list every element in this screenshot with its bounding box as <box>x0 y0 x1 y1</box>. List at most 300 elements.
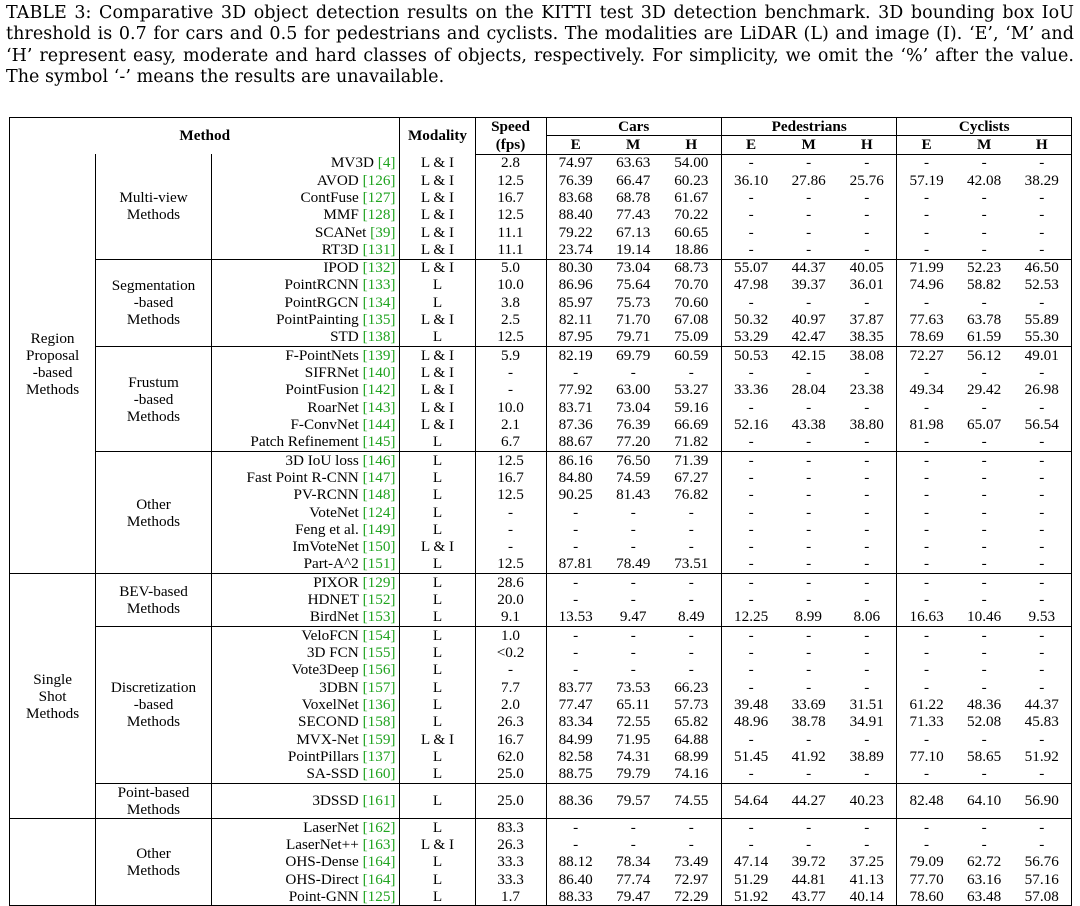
cyc-value-cell: 55.89 <box>1013 311 1072 328</box>
method-ref: [139] <box>362 346 396 364</box>
modality-cell: L & I <box>400 731 475 748</box>
cyc-value-cell: - <box>1013 504 1072 521</box>
cars-value-cell: 70.22 <box>662 207 722 224</box>
group-label-line: Frustum <box>128 373 179 391</box>
ped-value-cell: - <box>837 818 897 836</box>
method-cell <box>211 329 400 347</box>
method-name: VeloFCN <box>301 626 359 644</box>
cyc-value-cell: - <box>924 469 930 486</box>
method-ref: [156] <box>362 661 396 679</box>
method-name: PointFusion <box>285 381 359 399</box>
method-name: PointPainting <box>276 311 359 329</box>
ped-value-cell: 51.45 <box>734 748 769 765</box>
modality-cell: L <box>400 662 475 679</box>
ped-value-cell: - <box>748 154 754 172</box>
cars-value-cell: 74.97 <box>558 154 593 172</box>
ped-e-header: E <box>721 136 780 154</box>
cars-value-cell: 71.39 <box>662 451 722 469</box>
cars-value-cell: 77.47 <box>558 696 593 713</box>
cars-value-cell: 73.04 <box>616 399 651 416</box>
speed-cell: 83.3 <box>475 818 546 836</box>
cyc-value-cell: 26.98 <box>1013 382 1072 399</box>
cyc-value-cell: - <box>1013 241 1072 259</box>
method-cell <box>211 311 400 328</box>
method-name: RT3D <box>321 241 359 258</box>
ped-value-cell: 34.91 <box>837 714 897 731</box>
ped-value-cell: - <box>748 486 754 504</box>
ped-value-cell: 38.80 <box>837 416 897 433</box>
ped-value-cell: 41.13 <box>837 871 897 888</box>
group-label-line: Methods <box>126 407 181 425</box>
cars-value-cell: 73.51 <box>662 556 722 574</box>
cars-value-cell: 77.20 <box>605 434 662 452</box>
group-label-line: -based <box>133 390 174 408</box>
speed-header: Speed <box>475 118 546 136</box>
cyc-value-cell: 56.12 <box>967 346 1002 364</box>
ped-value-cell: - <box>721 434 780 452</box>
cyc-value-cell: - <box>924 521 930 538</box>
ped-value-cell: - <box>806 573 812 591</box>
modality-cell: L & I <box>400 382 475 399</box>
method-cell <box>211 748 400 765</box>
method-cell <box>211 871 400 888</box>
cyc-value-cell: - <box>1013 434 1072 452</box>
cars-value-cell: - <box>630 626 636 644</box>
cyc-value-cell: - <box>1013 294 1072 311</box>
group-label-line: Segmentation <box>111 277 196 295</box>
group-cell <box>96 154 212 259</box>
ped-value-cell: 40.05 <box>837 259 897 277</box>
method-ref: [137] <box>362 748 396 765</box>
method-name: SIFRNet <box>304 364 359 382</box>
cyc-value-cell: 46.50 <box>1013 259 1072 277</box>
ped-value-cell: - <box>806 626 812 644</box>
method-ref: [146] <box>362 451 396 469</box>
cars-value-cell: 53.27 <box>662 382 722 399</box>
cyc-value-cell: 63.16 <box>967 870 1002 888</box>
method-cell <box>211 591 400 608</box>
speed-cell: 12.5 <box>475 329 546 347</box>
cyc-value-cell: - <box>981 364 987 382</box>
cars-value-cell: 74.59 <box>616 469 651 486</box>
cyc-value-cell: 38.29 <box>1013 172 1072 189</box>
speed-cell: 62.0 <box>475 748 546 765</box>
ped-value-cell: - <box>837 574 897 592</box>
method-name: PointRCNN <box>284 276 359 294</box>
cyc-value-cell: 42.08 <box>967 171 1002 189</box>
cyc-value-cell: - <box>924 154 930 172</box>
ped-value-cell: - <box>837 294 897 311</box>
method-ref: [138] <box>362 328 396 346</box>
table-body <box>10 154 1072 906</box>
cars-value-cell: 60.23 <box>662 172 722 189</box>
ped-value-cell: 43.38 <box>791 416 826 433</box>
cyc-value-cell: - <box>956 241 1013 259</box>
modality-cell: L <box>400 487 475 504</box>
category-label-line: -based <box>32 363 73 381</box>
cars-value-cell: 87.36 <box>558 416 593 433</box>
cars-value-cell: 70.60 <box>662 294 722 311</box>
ped-value-cell: - <box>837 644 897 661</box>
cars-value-cell: 88.40 <box>558 206 593 224</box>
method-cell <box>211 469 400 486</box>
cars-value-cell: - <box>662 521 722 538</box>
ped-value-cell: - <box>837 836 897 853</box>
cyc-value-cell: - <box>981 521 987 538</box>
cars-value-cell: 70.70 <box>662 277 722 294</box>
category-label-line: Shot <box>38 687 67 705</box>
method-cell <box>211 189 400 206</box>
ped-value-cell: - <box>806 189 812 206</box>
cars-value-cell: 84.80 <box>558 469 593 486</box>
ped-value-cell: - <box>748 521 754 538</box>
cars-value-cell: 86.16 <box>558 451 593 469</box>
ped-value-cell: - <box>837 521 897 538</box>
cyc-value-cell: 56.54 <box>1013 416 1072 433</box>
speed-cell: 2.0 <box>475 696 546 713</box>
cars-value-cell: 76.39 <box>616 416 651 433</box>
cars-value-cell: 60.65 <box>662 224 722 241</box>
cyc-m-header: M <box>956 136 1013 154</box>
cyc-value-cell: - <box>981 573 987 591</box>
method-ref: [155] <box>362 644 396 662</box>
modality-cell: L & I <box>400 539 475 556</box>
cyc-value-cell: - <box>981 486 987 504</box>
group-cell <box>96 783 212 818</box>
group-cell <box>96 818 212 906</box>
category-cell <box>10 574 96 819</box>
method-ref: [128] <box>362 206 396 224</box>
speed-cell: 26.3 <box>475 714 546 731</box>
method-cell <box>211 487 400 504</box>
speed-cell: 33.3 <box>475 871 546 888</box>
cyc-value-cell: - <box>1013 207 1072 224</box>
ped-value-cell: - <box>837 241 897 259</box>
cars-value-cell: - <box>573 644 579 662</box>
ped-value-cell: - <box>837 207 897 224</box>
cyc-value-cell: 52.08 <box>967 713 1002 731</box>
cars-value-cell: 67.08 <box>662 311 722 328</box>
cars-value-cell: 75.64 <box>616 276 651 294</box>
method-ref: [150] <box>362 538 396 556</box>
cyc-value-cell: - <box>924 538 930 556</box>
method-name: Patch Refinement <box>250 433 359 451</box>
modality-cell: L & I <box>400 364 475 381</box>
ped-value-cell: 40.23 <box>837 783 897 818</box>
cyc-value-cell: - <box>981 223 987 241</box>
group-label-line: Methods <box>126 311 181 329</box>
method-name: IPOD <box>323 259 359 277</box>
cyc-value-cell: - <box>1013 154 1072 172</box>
modality-cell: L <box>400 748 475 765</box>
ped-value-cell: - <box>837 539 897 556</box>
group-label-line: Methods <box>126 713 181 731</box>
modality-cell: L <box>400 644 475 661</box>
cyc-value-cell: 65.07 <box>967 416 1002 433</box>
cars-value-cell: 57.73 <box>662 696 722 713</box>
cyc-value-cell: - <box>924 730 930 748</box>
cars-value-cell: 82.11 <box>558 311 593 329</box>
method-ref: [151] <box>362 555 396 573</box>
method-cell <box>211 818 400 836</box>
modality-cell: L <box>400 591 475 608</box>
cars-value-cell: - <box>662 818 722 836</box>
cars-value-cell: 66.23 <box>662 679 722 696</box>
group-label-line: Multi-view <box>119 189 188 207</box>
ped-value-cell: - <box>837 487 897 504</box>
ped-value-cell: - <box>837 399 897 416</box>
speed-cell: 2.8 <box>475 154 546 172</box>
cars-h-header: H <box>662 136 722 154</box>
ped-value-cell: 37.25 <box>837 854 897 871</box>
ped-value-cell: 47.98 <box>734 276 769 294</box>
ped-value-cell: - <box>837 189 897 206</box>
ped-value-cell: 27.86 <box>791 171 826 189</box>
modality-cell: L & I <box>400 154 475 172</box>
cars-value-cell: 79.57 <box>605 783 662 818</box>
header-row-1 <box>10 118 1072 136</box>
cars-value-cell: 68.78 <box>616 189 651 206</box>
group-cell <box>96 259 212 347</box>
ped-value-cell: - <box>721 556 780 574</box>
cyc-value-cell: - <box>981 661 987 679</box>
cars-value-cell: - <box>662 644 722 661</box>
cyc-value-cell: 49.34 <box>909 381 944 399</box>
cars-value-cell: 73.49 <box>662 854 722 871</box>
ped-value-cell: - <box>748 469 754 486</box>
method-name: F-ConvNet <box>290 416 359 433</box>
speed-cell: - <box>475 504 546 521</box>
ped-value-cell: - <box>806 521 812 538</box>
cars-m-header: M <box>605 136 662 154</box>
ped-value-cell: - <box>837 154 897 172</box>
speed-cell: 33.3 <box>475 854 546 871</box>
cars-value-cell: - <box>573 591 579 609</box>
ped-value-cell: - <box>837 731 897 748</box>
cyc-value-cell: 16.63 <box>897 609 956 627</box>
cars-value-cell: 78.49 <box>605 556 662 574</box>
method-ref: [126] <box>362 171 396 189</box>
ped-value-cell: - <box>837 766 897 784</box>
cars-value-cell: 77.92 <box>558 381 593 399</box>
ped-value-cell: 39.37 <box>791 276 826 294</box>
speed-cell: 26.3 <box>475 836 546 853</box>
cyc-value-cell: - <box>1013 399 1072 416</box>
ped-value-cell: 44.37 <box>791 259 826 277</box>
cars-value-cell: - <box>630 591 636 609</box>
method-name: Part-A^2 <box>303 555 359 573</box>
cars-value-cell: - <box>573 818 579 836</box>
cars-value-cell: - <box>630 503 636 521</box>
group-label-line: Point-based <box>117 783 190 801</box>
ped-value-cell: 53.29 <box>721 329 780 347</box>
table-row <box>10 818 1072 836</box>
cars-header: Cars <box>546 118 721 136</box>
ped-value-cell: - <box>748 836 754 853</box>
cyc-value-cell: - <box>981 154 987 172</box>
method-ref: [148] <box>362 486 396 504</box>
modality-cell: L <box>400 854 475 871</box>
method-name: LaserNet <box>303 818 359 836</box>
method-ref: [149] <box>362 521 396 538</box>
method-ref: [140] <box>362 364 396 382</box>
modality-cell: L <box>400 521 475 538</box>
cars-value-cell: 67.27 <box>662 469 722 486</box>
cyc-value-cell: - <box>924 644 930 662</box>
cars-value-cell: - <box>630 661 636 679</box>
method-ref: [142] <box>362 381 396 399</box>
method-ref: [39] <box>370 223 396 241</box>
cyc-value-cell: 77.10 <box>909 748 944 765</box>
category-label-line: Proposal <box>26 346 80 364</box>
cars-value-cell: 23.74 <box>546 241 605 259</box>
ped-value-cell: 55.07 <box>734 259 769 277</box>
speed-cell: 6.7 <box>475 434 546 452</box>
table-row <box>10 154 1072 172</box>
cars-value-cell: 90.25 <box>558 486 593 504</box>
ped-value-cell: - <box>748 538 754 556</box>
cars-value-cell: 88.12 <box>558 853 593 871</box>
method-name: PointPillars <box>287 748 359 765</box>
cyc-value-cell: - <box>924 818 930 836</box>
cars-value-cell: 75.09 <box>662 329 722 347</box>
speed-unit: (fps) <box>475 136 546 154</box>
group-cell <box>96 347 212 452</box>
modality-cell: L <box>400 574 475 592</box>
cyc-value-cell: 81.98 <box>909 416 944 433</box>
cyc-value-cell: - <box>1013 451 1072 469</box>
cyc-value-cell: - <box>956 556 1013 574</box>
ped-value-cell: 38.08 <box>837 347 897 365</box>
cyc-value-cell: - <box>1013 469 1072 486</box>
ped-value-cell: - <box>837 662 897 679</box>
ped-value-cell: 42.47 <box>780 329 837 347</box>
modality-cell: L <box>400 714 475 731</box>
method-name: STD <box>330 328 359 346</box>
ped-value-cell: 51.29 <box>734 870 769 888</box>
cyc-value-cell: 71.33 <box>909 713 944 731</box>
ped-value-cell: - <box>837 364 897 381</box>
method-name: AVOD <box>316 171 359 189</box>
ped-value-cell: 36.01 <box>837 277 897 294</box>
cars-value-cell: 69.79 <box>616 346 651 364</box>
modality-cell: L & I <box>400 399 475 416</box>
cyc-value-cell: 63.78 <box>967 311 1002 329</box>
cars-value-cell: 68.73 <box>662 259 722 277</box>
group-label-line: BEV-based <box>119 583 188 601</box>
category-cell <box>10 154 96 574</box>
cars-value-cell: 74.16 <box>662 766 722 784</box>
method-ref: [125] <box>362 888 396 905</box>
cyc-value-cell: - <box>924 591 930 609</box>
method-cell <box>211 854 400 871</box>
ped-value-cell: - <box>780 434 837 452</box>
ped-m-header: M <box>780 136 837 154</box>
modality-cell: L <box>400 277 475 294</box>
speed-cell: 16.7 <box>475 189 546 206</box>
cyc-e-header: E <box>897 136 956 154</box>
ped-value-cell: - <box>806 206 812 224</box>
cyc-value-cell: - <box>924 626 930 644</box>
method-ref: [158] <box>362 713 396 731</box>
ped-value-cell: - <box>780 766 837 784</box>
cyc-value-cell: 58.82 <box>967 276 1002 294</box>
speed-cell: 12.5 <box>475 556 546 574</box>
modality-cell: L <box>400 294 475 311</box>
method-cell <box>211 434 400 452</box>
group-label-line: Methods <box>126 800 181 818</box>
cyc-value-cell: 61.22 <box>909 696 944 713</box>
speed-cell: - <box>475 382 546 399</box>
group-label-line: Other <box>136 845 171 863</box>
cars-value-cell: 66.69 <box>662 416 722 433</box>
method-cell <box>211 731 400 748</box>
method-ref: [145] <box>362 433 396 451</box>
method-name: ContFuse <box>300 189 359 206</box>
method-cell <box>211 783 400 818</box>
cars-value-cell: 86.40 <box>558 870 593 888</box>
method-ref: [154] <box>362 626 396 644</box>
cyc-value-cell: 45.83 <box>1013 714 1072 731</box>
ped-value-cell: 50.53 <box>734 346 769 364</box>
group-label-line: Methods <box>126 862 181 880</box>
method-cell <box>211 556 400 574</box>
method-cell <box>211 679 400 696</box>
method-cell <box>211 207 400 224</box>
method-name: OHS-Dense <box>285 853 359 871</box>
cyc-value-cell: - <box>981 679 987 696</box>
cyc-value-cell: - <box>1013 574 1072 592</box>
cyc-value-cell: 55.30 <box>1013 329 1072 347</box>
cyc-value-cell: - <box>924 503 930 521</box>
cyc-value-cell: - <box>981 591 987 609</box>
cars-value-cell: - <box>573 836 579 853</box>
cyc-value-cell: 63.48 <box>956 888 1013 906</box>
ped-value-cell: 8.06 <box>837 609 897 627</box>
modality-cell: L <box>400 556 475 574</box>
cars-e-header: E <box>546 136 605 154</box>
cyc-value-cell: 77.70 <box>909 870 944 888</box>
ped-value-cell: 8.99 <box>780 609 837 627</box>
method-name: MVX-Net <box>296 730 359 748</box>
ped-value-cell: - <box>806 503 812 521</box>
method-name: Feng et al. <box>295 521 359 538</box>
category-label-line: Single <box>33 670 73 688</box>
method-ref: [164] <box>362 853 396 871</box>
cyc-value-cell: - <box>1013 539 1072 556</box>
cars-value-cell: 82.19 <box>558 346 593 364</box>
method-ref: [134] <box>362 294 396 311</box>
cyc-value-cell: - <box>924 679 930 696</box>
method-cell <box>211 644 400 661</box>
cyc-value-cell: - <box>1013 521 1072 538</box>
method-name: HDNET <box>307 591 359 609</box>
method-name: F-PointNets <box>285 346 359 364</box>
ped-value-cell: 36.10 <box>734 171 769 189</box>
modality-cell: L & I <box>400 259 475 277</box>
method-ref: [161] <box>362 791 396 809</box>
cyc-value-cell: 57.19 <box>909 171 944 189</box>
method-cell <box>211 696 400 713</box>
cars-value-cell: 79.71 <box>605 329 662 347</box>
speed-cell: 10.0 <box>475 277 546 294</box>
cars-value-cell: 19.14 <box>605 241 662 259</box>
cyc-value-cell: 52.53 <box>1013 277 1072 294</box>
ped-value-cell: - <box>748 679 754 696</box>
cars-value-cell: 72.55 <box>616 713 651 731</box>
cars-value-cell: 72.97 <box>662 871 722 888</box>
method-ref: [143] <box>362 399 396 416</box>
